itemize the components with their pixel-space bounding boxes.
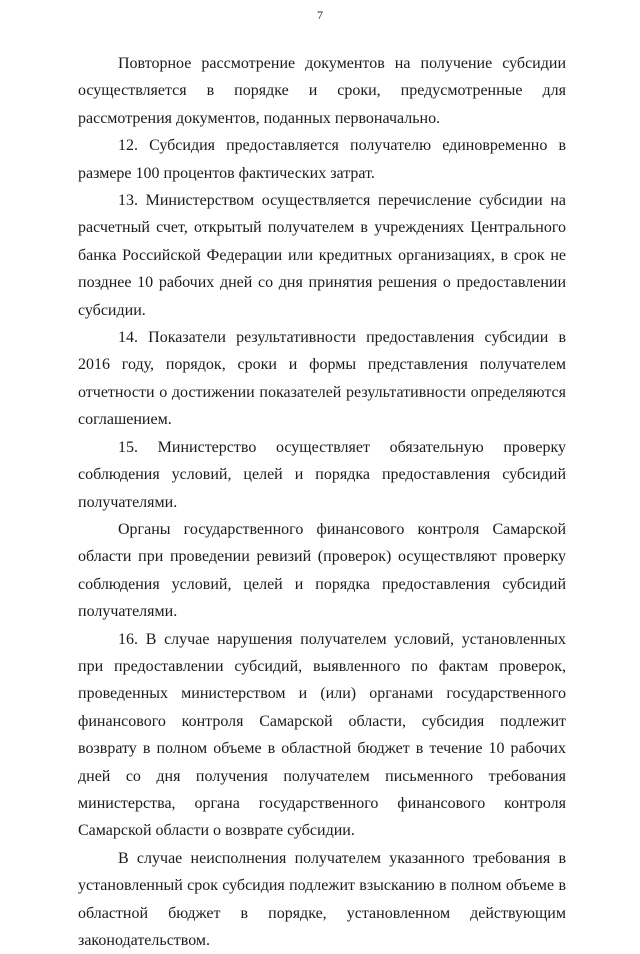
paragraph-non-fulfillment: В случае неисполнения получателем указанного требования в установленный срок субсидия подлежит взысканию в полном объеме в областной бюджет в порядке, установленном действующим законодательством. [78,849,566,949]
paragraph-14: 14. Показатели результативности предоставления субсидии в 2016 году, порядок, сроки и формы представления получателем отчетности о достижении показателей результативности определяются соглашением. [78,329,566,429]
paragraph-repeat-review: Повторное рассмотрение документов на получение субсидии осуществляется в порядке и сроки, предусмотренные для рассмотрения документов, поданных первоначально. [78,55,566,127]
paragraph-16: 16. В случае нарушения получателем условий, установленных при предоставлении субсидий, выявленного по фактам проверок, проведенных министерством и (или) органами государственного финансового контроля Самарской области, субсидия подлежит возврату в полном объеме в областной бюджет в течение 10 рабочих дней со дня получения получателем письменного требования министерства, органа государственного финансового контроля Самарской области о возврате субсидии. [78,630,566,840]
paragraph-15: 15. Министерство осуществляет обязательную проверку соблюдения условий, целей и порядка предоставления субсидий получателями. [78,438,566,511]
page-number: 7 [317,8,323,22]
paragraph-financial-control: Органы государственного финансового контроля Самарской области при проведении ревизий (проверок) осуществляют проверку соблюдения условий, целей и порядка предоставления субсидий получателями. [78,520,566,621]
paragraph-12: 12. Субсидия предоставляется получателю единовременно в размере 100 процентов фактических затрат. [78,137,566,182]
paragraph-13: 13. Министерством осуществляется перечисление субсидии на расчетный счет, открытый получателем в учреждениях Центрального банка Российской Федерации или кредитных организациях, в срок не позднее 10 рабочих дней со дня принятия решения о предоставлении субсидии. [78,192,566,319]
document-body [78,50,566,954]
